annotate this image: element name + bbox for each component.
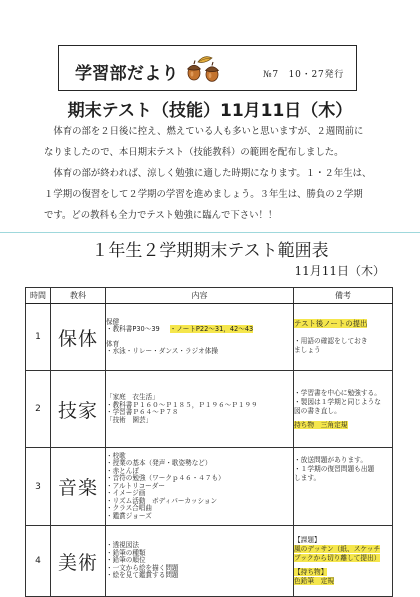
intro-line: １学期の復習をして２学期の学習を進めましょう。３年生は、勝負の２学期 bbox=[44, 189, 363, 200]
subject-cell: 美術 bbox=[51, 526, 106, 597]
content-line: ・アルトリコーダー bbox=[106, 481, 165, 490]
content-line: ・透視図法 bbox=[106, 541, 139, 550]
notes-cell bbox=[294, 304, 393, 371]
range-table-title: １年生２学期期末テスト範囲表 bbox=[91, 241, 329, 261]
content-line: 「技術 園芸」 bbox=[106, 415, 153, 424]
content-line: ・学習書Ｐ６４～Ｐ７８ bbox=[106, 408, 179, 416]
content-line: ・鑑賞ジョーズ bbox=[106, 511, 152, 520]
period-cell: 1 bbox=[26, 304, 51, 371]
intro-text bbox=[44, 121, 371, 226]
note-line bbox=[294, 545, 392, 554]
header-subject: 教科 bbox=[51, 288, 106, 304]
note-line: 【課題】 bbox=[294, 536, 321, 544]
note-line: します。 bbox=[294, 474, 321, 482]
table-header-row bbox=[26, 288, 393, 304]
subject-cell: 技家 bbox=[51, 371, 106, 448]
content-line: ・絵を見て鑑賞する問題 bbox=[106, 571, 179, 580]
highlighted-note: 風のデッサン（紙、スケッチ bbox=[294, 545, 381, 553]
test-date: 11月11日（木） bbox=[294, 264, 385, 278]
divider bbox=[0, 232, 420, 233]
intro-line: 体育の部が終われば、涼しく勉強に適した時期になります。１・２年生は、 bbox=[44, 168, 372, 179]
content-line: 「家庭 衣生活」 bbox=[106, 393, 159, 401]
period-cell: 2 bbox=[26, 371, 51, 448]
note-line: ましょう bbox=[294, 346, 321, 354]
note-line: 図の書き直し。 bbox=[294, 406, 341, 415]
highlighted-note: 【持ち物】 bbox=[294, 568, 328, 576]
table-row bbox=[26, 371, 393, 448]
content-cell bbox=[106, 448, 294, 526]
header-notes: 備考 bbox=[294, 288, 393, 304]
content-line: ・授業の基本（発声・歌姿勢など） bbox=[106, 459, 212, 468]
acorn-icon bbox=[188, 61, 201, 81]
highlighted-note: 色鉛筆 定規 bbox=[294, 577, 335, 585]
header-content: 内容 bbox=[106, 288, 294, 304]
content-line: ・クラス合唱曲 bbox=[106, 504, 152, 513]
intro-line: なりましたので、本日期末テスト（技能教科）の範囲を配布しました。 bbox=[44, 147, 344, 158]
note-line: ・学習書を中心に勉強する。 bbox=[294, 388, 381, 397]
note-line: ・１学期の復習問題も出題 bbox=[294, 465, 375, 473]
table-row bbox=[26, 448, 393, 526]
acorn-icon bbox=[206, 62, 219, 81]
content-line: ・リズム活動 ボディパーカッション bbox=[106, 496, 218, 505]
highlighted-note: 持ち物 三角定規 bbox=[294, 420, 348, 429]
content-line: 体育 bbox=[106, 339, 120, 348]
content-cell bbox=[106, 526, 294, 597]
headline: 期末テスト（技能）11月11日（木） bbox=[67, 101, 353, 121]
content-line: ・赤とんぼ bbox=[106, 466, 139, 475]
content-line: ・鉛筆の種類 bbox=[106, 548, 146, 557]
content-line: ・音符の勉強（ワークｐ４６・４７も） bbox=[106, 474, 225, 483]
notes-cell bbox=[294, 526, 393, 597]
highlighted-note: テスト後ノートの提出 bbox=[294, 319, 368, 328]
content-line: ・イメージ画 bbox=[106, 489, 146, 498]
content-cell bbox=[106, 371, 294, 448]
header-period: 時間 bbox=[26, 288, 51, 304]
content-cell bbox=[106, 304, 294, 371]
subject-cell: 音楽 bbox=[51, 448, 106, 526]
note-line bbox=[294, 421, 392, 430]
leaf-icon bbox=[198, 57, 212, 63]
intro-line: 体育の部を２日後に控え、燃えている人も多いと思いますが、２週間前に bbox=[44, 126, 364, 137]
content-line: ・教科書Ｐ１６０～Ｐ１８５，Ｐ１９６～Ｐ１９９ bbox=[106, 400, 258, 409]
subject-cell: 保体 bbox=[51, 304, 106, 371]
newsletter-title: 学習部だより bbox=[75, 64, 179, 84]
content-line: ・鉛筆の順位 bbox=[106, 556, 146, 565]
note-line: ・放送問題があります。 bbox=[294, 456, 368, 464]
content-item: ・教科書P30～39 bbox=[106, 325, 160, 333]
period-cell: 4 bbox=[26, 526, 51, 597]
intro-line: です。どの教科も全力でテスト勉強に臨んで下さい！！ bbox=[44, 210, 278, 221]
content-line: ・校歌 bbox=[106, 451, 126, 460]
table-row bbox=[26, 304, 393, 371]
highlighted-note: ブックから切り離して提出） bbox=[294, 554, 381, 562]
notes-cell bbox=[294, 448, 393, 526]
note-line bbox=[294, 568, 392, 577]
note-line bbox=[294, 577, 392, 586]
acorn-illustration bbox=[183, 53, 225, 83]
table-row bbox=[26, 526, 393, 597]
highlighted-content-item: ・ノートP22～31，42～43 bbox=[169, 325, 254, 333]
content-line: ・水泳・リレー・ダンス・ラジオ体操 bbox=[106, 347, 218, 355]
note-line bbox=[294, 554, 392, 563]
notes-cell bbox=[294, 371, 393, 448]
range-table bbox=[25, 287, 393, 597]
note-line bbox=[294, 319, 392, 328]
period-cell: 3 bbox=[26, 448, 51, 526]
content-line: 保健 bbox=[106, 317, 120, 326]
note-line: ・製図は１学期と同じような bbox=[294, 397, 381, 406]
content-line bbox=[106, 326, 293, 334]
masthead bbox=[58, 45, 357, 91]
note-line: ・用語の確認をしておき bbox=[294, 337, 368, 345]
content-line: ・一文から絵を描く問題 bbox=[106, 563, 179, 572]
issue-number: №7 10・27発行 bbox=[263, 70, 345, 80]
